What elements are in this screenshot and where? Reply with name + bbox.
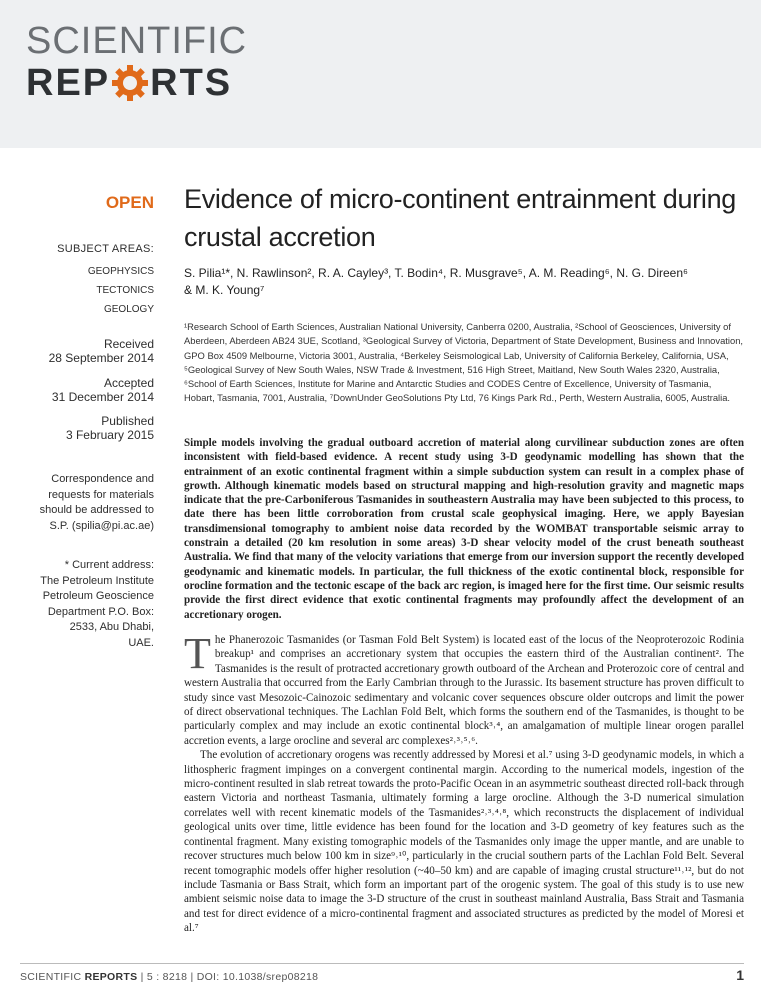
subject-item[interactable]: GEOPHYSICS [87, 266, 154, 277]
affiliations: ¹Research School of Earth Sciences, Australian National University, Canberra 0200, Australia, ²School of Geosciences, University of Aberdeen, Aberdeen AB24 3UE, Scotland, ³Geological Survey of Victoria, Department of State Development, Business and Innovation, GPO Box 4509 Melbourne, Victoria 3001, Australia, ⁴Berkeley Seismological Lab, University of California Berkeley, California, USA, ⁵Geological Survey of New South Wales, NSW Trade & Investment, 516 High Street, Maitland, New South Wales 2320, Australia, ⁶School of Earth Sciences, Institute for Marine and Antarctic Studies and CODES Centre of Excellence, University of Tasmania, Hobart, Tasmania, 7001, Australia, ⁷DownUnder GeoSolutions Pty Ltd, 76 Kings Park Rd., Perth, Western Australia, 6005, Australia. [184, 321, 744, 404]
published-label: Published [101, 414, 154, 428]
accepted-date: 31 December 2014 [51, 390, 154, 404]
footer-citation: SCIENTIFIC REPORTS | 5 : 8218 | DOI: 10.1038/srep08218 [20, 971, 319, 983]
published-date: 3 February 2015 [65, 428, 154, 442]
drop-cap: T [184, 629, 211, 678]
author-list: S. Pilia¹*, N. Rawlinson², R. A. Cayley³, T. Bodin⁴, R. Musgrave⁵, A. M. Reading⁶, N. G. Direen⁶ & M. K. Young⁷ [184, 266, 688, 297]
body-paragraph: The evolution of accretionary orogens was recently addressed by Moresi et al.⁷ using 3-D geodynamic models, in which a lithospheric fragment impinges on a convergent continental margin. According to the numerical models, ingestion of the micro-continent resulted in slab retreat towards the proto-Pacific Ocean in an asymmetric southeast directed roll-back through eastern Victoria and northeast Tasmania, ultimately forming a large orocline. Although the 3-D numerical simulation correlates well with recent kinematic models of the Tasmanides²˒³˒⁴˒⁸, which reconstructs the displacement of individual geological units over time, little evidence has been found for the location and 3-D geometry of key features such as the continental fragment. Many existing tomographic models of the Tasmanides only image the upper mantle, and are unable to recover structures much below 100 km in size⁹˒¹⁰, particularly in the crucial southern parts of the Lachlan Fold Belt. Several recent tomographic models offer higher resolution (~40–50 km) and are capable of imaging crustal structure¹¹˒¹², but do not include Tasmania or Bass Strait, which form an important part of the orogenic system. The goal of this study is to use new ambient seismic noise data to image the 3-D structure of the crust in southeast mainland Australia, Bass Strait and Tasmania and test for direct evidence of a micro-continental fragment and associated structures as predicted by the model of Moresi et al.⁷ [184, 749, 744, 935]
current-address-note: * Current address: The Petroleum Institute Petroleum Geoscience Department P.O. Box: 2533, Abu Dhabi, UAE. [40, 559, 154, 649]
subject-areas-heading: SUBJECT AREAS: [57, 243, 154, 255]
body-paragraph: he Phanerozoic Tasmanides (or Tasman Fold Belt System) is located east of the locus of the Neoproterozoic Rodinia breakup¹ and comprises an accretionary system that occupies the eastern third of the Australian continent². The Tasmanides is the result of protracted accretionary growth outboard of the Archean and Proterozoic core of central and western Australia that occurred from the Early Cambrian through to the Jurassic. Its basement structure has proven difficult to study since vast Mesozoic-Cainozoic sedimentary and volcanic cover sequences obscure older outcrops and limit the power of direct observational techniques. The Lachlan Fold Belt, which forms the southern end of the Tasmanides, is thought to be particularly complex and may include an exotic continental block³˒⁴, an amalgamation of multiple linear orogen parallel accretion events, a large orocline and several arc complexes²˒³˒⁵˒⁶. [184, 634, 744, 747]
published-block [20, 414, 154, 442]
accepted-label: Accepted [103, 376, 154, 390]
article-title: Evidence of micro-continent entrainment during crustal accretion [184, 184, 737, 252]
open-access-label: OPEN [105, 193, 154, 212]
footer-divider [20, 963, 744, 964]
page-number: 1 [736, 967, 744, 983]
article-body [184, 629, 744, 936]
journal-logo [26, 22, 247, 106]
received-block [20, 337, 154, 365]
subject-areas-list [20, 262, 154, 319]
subject-item[interactable]: TECTONICS [96, 285, 154, 296]
subject-item[interactable]: GEOLOGY [103, 304, 154, 315]
abstract: Simple models involving the gradual outboard accretion of material along curvilinear subduction zones are often inconsistent with field-based evidence. A recent study using 3-D geodynamic modelling has shown that the entrainment of an exotic continental fragment within a simple subduction system can result in a complex phase of growth. Although kinematic models based on structural mapping and high-resolution gravity and magnetic maps indicate that the pre-Carboniferous Tasmanides in southeastern Australia may have been subjected to this process, to date there has been little corroboration from crustal scale geophysical imaging. Here, we apply Bayesian transdimensional tomography to ambient noise data recorded by the WOMBAT transportable seismic array to constrain a detailed (20 km resolution in some areas) 3-D shear velocity model of the crust beneath southeast Australia. We find that many of the velocity variations that emerge from our inversion support the recently developed geodynamic and kinematic models. In particular, the full thickness of the exotic continental block, responsible for orocline formation and the tectonic escape of the back arc region, is imaged here for the first time. Our seismic results provide the first direct evidence that exotic continental fragments may profoundly affect the development of an accretionary orogen. [184, 437, 744, 621]
correspondence-note: Correspondence and requests for materials should be addressed to S.P. (spilia@pi.ac.ae) [20, 472, 154, 534]
received-label: Received [103, 337, 154, 351]
logo-reports: REP RTS [26, 62, 233, 104]
received-date: 28 September 2014 [48, 351, 154, 365]
logo-scientific: SCIENTIFIC [26, 20, 248, 62]
correspondence-email[interactable]: S.P. (spilia@pi.ac.ae) [49, 519, 154, 532]
accepted-block [20, 376, 154, 404]
gear-icon [110, 63, 150, 103]
